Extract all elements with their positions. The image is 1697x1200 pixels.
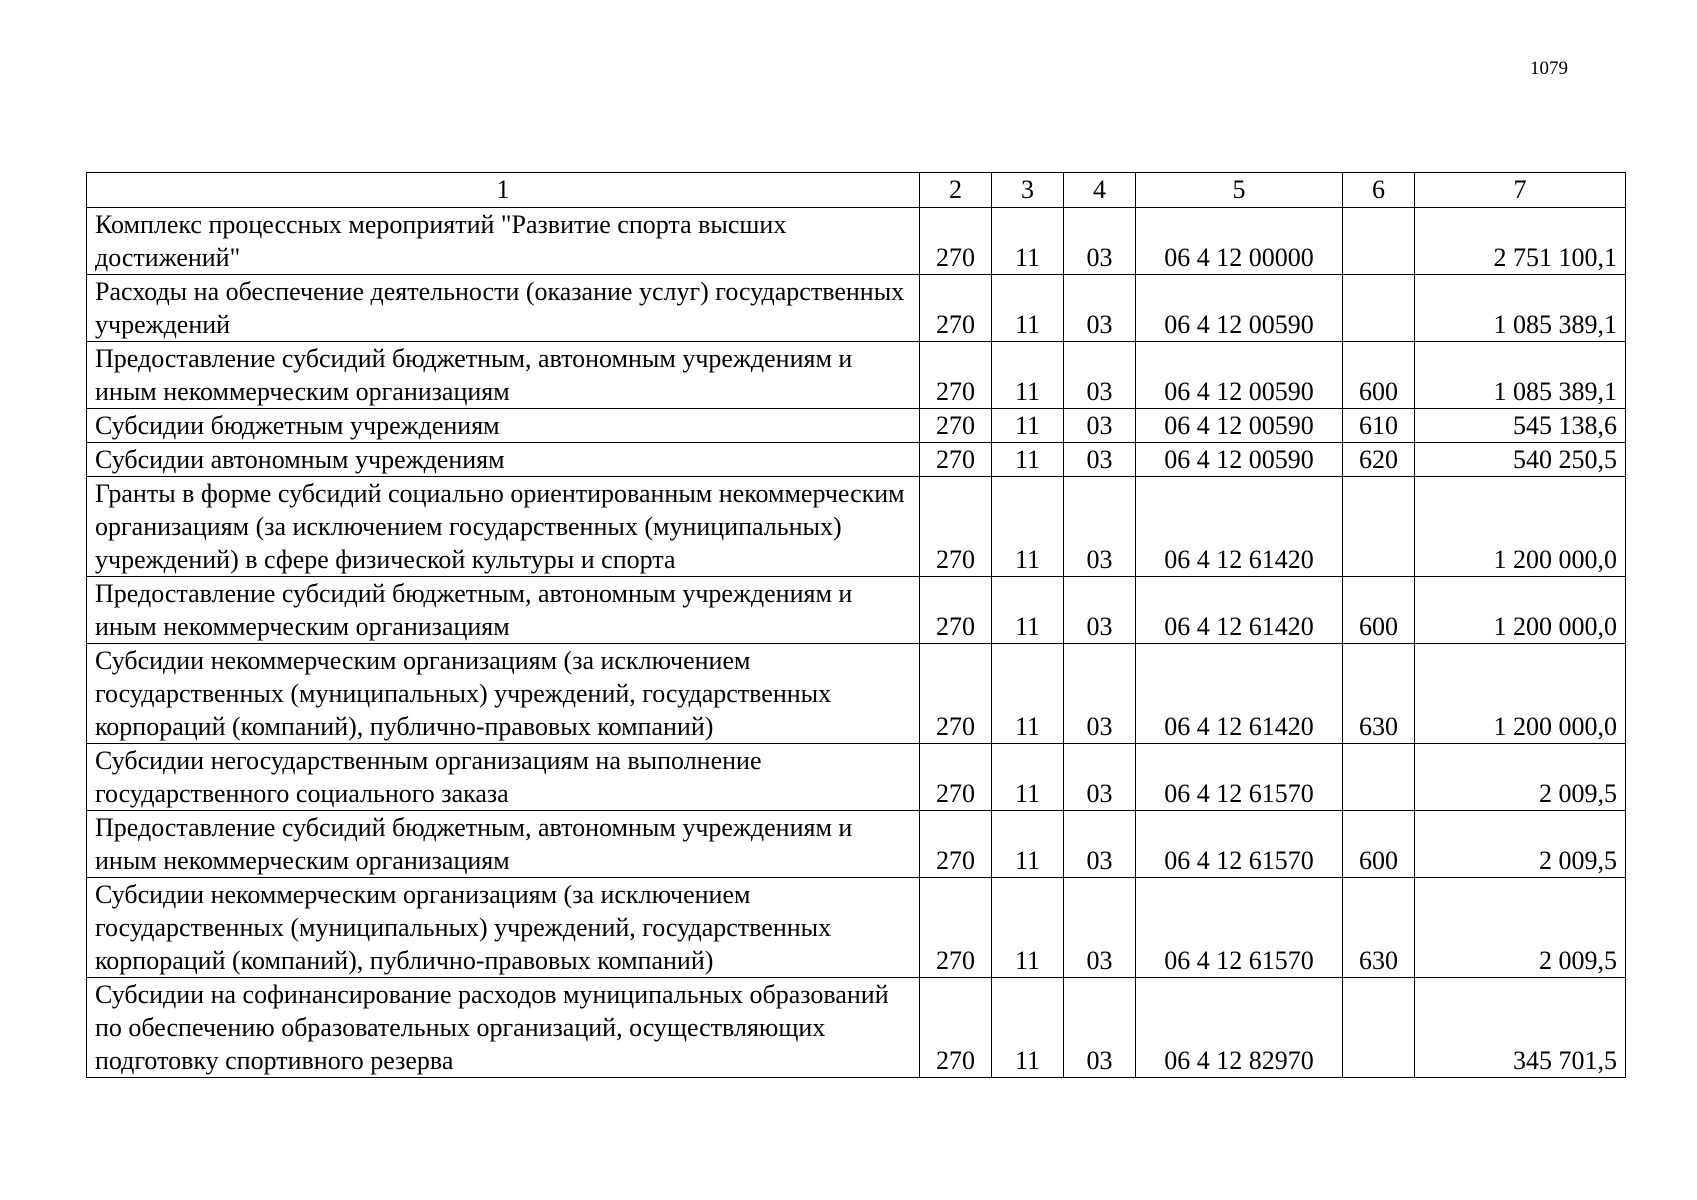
row-code-cell: 06 4 12 00590 (1136, 275, 1343, 342)
row-code-cell: 610 (1343, 409, 1415, 443)
row-code-cell: 11 (992, 644, 1064, 744)
row-name-cell: Субсидии бюджетным учреждениям (87, 409, 920, 443)
row-code-cell: 11 (992, 208, 1064, 275)
row-code-cell: 06 4 12 61570 (1136, 811, 1343, 878)
row-code-cell: 270 (920, 208, 992, 275)
row-amount-cell: 545 138,6 (1415, 409, 1626, 443)
row-code-cell: 270 (920, 811, 992, 878)
row-code-cell: 270 (920, 443, 992, 477)
row-code-cell (1343, 275, 1415, 342)
row-code-cell: 11 (992, 443, 1064, 477)
row-name-cell: Субсидии на софинансирование расходов муниципальных образований по обеспечению образовательных организаций, осуществляющих подготовку спортивного резерва (87, 978, 920, 1078)
row-code-cell: 03 (1064, 744, 1136, 811)
row-code-cell: 06 4 12 00590 (1136, 443, 1343, 477)
row-code-cell: 600 (1343, 577, 1415, 644)
row-code-cell: 06 4 12 00000 (1136, 208, 1343, 275)
row-amount-cell: 1 200 000,0 (1415, 477, 1626, 577)
row-name-cell: Субсидии негосударственным организациям на выполнение государственного социального заказа (87, 744, 920, 811)
row-amount-cell: 2 009,5 (1415, 878, 1626, 978)
row-code-cell: 11 (992, 577, 1064, 644)
row-name-cell: Предоставление субсидий бюджетным, автономным учреждениям и иным некоммерческим организациям (87, 342, 920, 409)
row-amount-cell: 540 250,5 (1415, 443, 1626, 477)
row-code-cell: 270 (920, 978, 992, 1078)
row-code-cell: 03 (1064, 577, 1136, 644)
row-amount-cell: 2 751 100,1 (1415, 208, 1626, 275)
row-code-cell: 03 (1064, 644, 1136, 744)
row-code-cell: 03 (1064, 811, 1136, 878)
row-code-cell: 270 (920, 744, 992, 811)
budget-table (86, 172, 1626, 1078)
row-code-cell: 06 4 12 82970 (1136, 978, 1343, 1078)
row-code-cell: 620 (1343, 443, 1415, 477)
row-code-cell: 270 (920, 275, 992, 342)
header-cell: 6 (1343, 173, 1415, 208)
row-code-cell: 270 (920, 409, 992, 443)
row-code-cell: 270 (920, 878, 992, 978)
row-code-cell (1343, 477, 1415, 577)
table-row (87, 978, 1626, 1078)
table-row (87, 577, 1626, 644)
row-code-cell: 03 (1064, 878, 1136, 978)
row-code-cell: 06 4 12 61420 (1136, 644, 1343, 744)
row-code-cell: 11 (992, 878, 1064, 978)
row-code-cell: 270 (920, 342, 992, 409)
row-code-cell: 600 (1343, 342, 1415, 409)
header-cell: 3 (992, 173, 1064, 208)
row-code-cell: 03 (1064, 978, 1136, 1078)
table-row (87, 208, 1626, 275)
header-cell: 7 (1415, 173, 1626, 208)
row-code-cell: 06 4 12 00590 (1136, 342, 1343, 409)
table-row (87, 644, 1626, 744)
row-code-cell: 06 4 12 61420 (1136, 577, 1343, 644)
header-row (87, 173, 1626, 208)
row-code-cell: 11 (992, 477, 1064, 577)
row-name-cell: Субсидии некоммерческим организациям (за исключением государственных (муниципальных) учреждений, государственных корпораций (компаний), публично-правовых компаний) (87, 644, 920, 744)
row-code-cell: 600 (1343, 811, 1415, 878)
table-row (87, 275, 1626, 342)
header-cell: 4 (1064, 173, 1136, 208)
table-row (87, 477, 1626, 577)
row-code-cell: 03 (1064, 443, 1136, 477)
row-name-cell: Предоставление субсидий бюджетным, автономным учреждениям и иным некоммерческим организациям (87, 811, 920, 878)
row-code-cell: 03 (1064, 477, 1136, 577)
row-code-cell: 11 (992, 744, 1064, 811)
row-code-cell: 06 4 12 00590 (1136, 409, 1343, 443)
table-row (87, 342, 1626, 409)
row-code-cell: 06 4 12 61570 (1136, 878, 1343, 978)
table-row (87, 811, 1626, 878)
row-code-cell: 11 (992, 275, 1064, 342)
row-code-cell: 06 4 12 61420 (1136, 477, 1343, 577)
row-amount-cell: 1 085 389,1 (1415, 275, 1626, 342)
row-name-cell: Предоставление субсидий бюджетным, автономным учреждениям и иным некоммерческим организациям (87, 577, 920, 644)
row-name-cell: Гранты в форме субсидий социально ориентированным некоммерческим организациям (за исключением государственных (муниципальных) учреждений) в сфере физической культуры и спорта (87, 477, 920, 577)
page-number: 1079 (1530, 58, 1568, 79)
header-cell: 2 (920, 173, 992, 208)
row-amount-cell: 2 009,5 (1415, 811, 1626, 878)
row-code-cell (1343, 978, 1415, 1078)
row-amount-cell: 1 200 000,0 (1415, 644, 1626, 744)
row-code-cell: 630 (1343, 878, 1415, 978)
row-name-cell: Комплекс процессных мероприятий "Развитие спорта высших достижений" (87, 208, 920, 275)
row-code-cell: 270 (920, 644, 992, 744)
row-code-cell: 03 (1064, 275, 1136, 342)
row-amount-cell: 1 085 389,1 (1415, 342, 1626, 409)
row-code-cell: 11 (992, 978, 1064, 1078)
row-name-cell: Субсидии автономным учреждениям (87, 443, 920, 477)
table-row (87, 878, 1626, 978)
table-row (87, 744, 1626, 811)
header-cell: 1 (87, 173, 920, 208)
row-code-cell (1343, 744, 1415, 811)
row-code-cell: 06 4 12 61570 (1136, 744, 1343, 811)
header-cell: 5 (1136, 173, 1343, 208)
row-code-cell: 11 (992, 409, 1064, 443)
row-amount-cell: 1 200 000,0 (1415, 577, 1626, 644)
row-code-cell: 630 (1343, 644, 1415, 744)
table-row (87, 409, 1626, 443)
row-code-cell: 03 (1064, 208, 1136, 275)
row-amount-cell: 2 009,5 (1415, 744, 1626, 811)
row-name-cell: Расходы на обеспечение деятельности (оказание услуг) государственных учреждений (87, 275, 920, 342)
row-code-cell (1343, 208, 1415, 275)
row-code-cell: 11 (992, 811, 1064, 878)
table-row (87, 443, 1626, 477)
row-amount-cell: 345 701,5 (1415, 978, 1626, 1078)
row-code-cell: 03 (1064, 409, 1136, 443)
row-name-cell: Субсидии некоммерческим организациям (за исключением государственных (муниципальных) учреждений, государственных корпораций (компаний), публично-правовых компаний) (87, 878, 920, 978)
row-code-cell: 03 (1064, 342, 1136, 409)
row-code-cell: 270 (920, 577, 992, 644)
row-code-cell: 11 (992, 342, 1064, 409)
row-code-cell: 270 (920, 477, 992, 577)
